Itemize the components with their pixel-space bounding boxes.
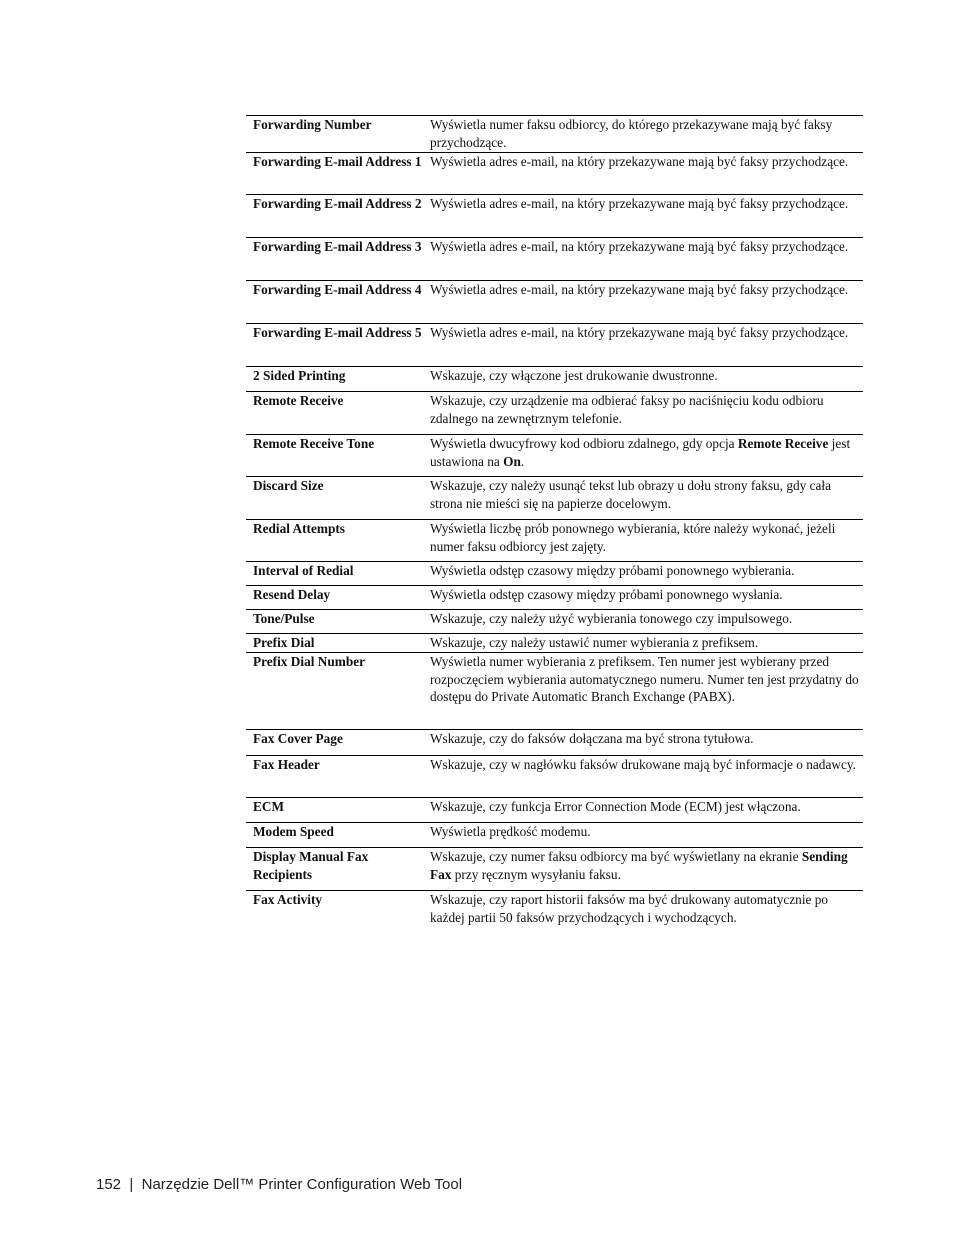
setting-name: Forwarding E-mail Address 3 [246,238,430,281]
table-row [246,823,863,848]
setting-description: Wyświetla adres e-mail, na który przekazywane mają być faksy przychodzące. [430,281,863,324]
table-row [246,367,863,392]
setting-description: Wyświetla prędkość modemu. [430,823,863,848]
settings-table [246,115,863,935]
table-row [246,653,863,730]
description-text: przy ręcznym wysyłaniu faksu. [451,866,621,882]
setting-description: Wyświetla numer wybierania z prefiksem. Ten numer jest wybierany przed rozpoczęciem wybierania automatycznego numeru. Numer ten jest przydatny do dostępu do Private Automatic Branch Exchange (PABX). [430,653,863,730]
table-row [246,634,863,653]
setting-name: Remote Receive [246,392,430,435]
table-row [246,756,863,798]
option-value: On [503,453,521,469]
setting-name: Forwarding Number [246,116,430,153]
setting-name: Discard Size [246,477,430,520]
table-row [246,324,863,367]
table-row [246,116,863,153]
page-number: 152 [96,1176,122,1193]
table-row [246,195,863,238]
setting-name: Resend Delay [246,586,430,610]
option-name: Remote Receive [737,436,829,451]
description-text: Wskazuje, czy numer faksu odbiorcy ma być wyświetlany na ekranie [430,849,802,864]
table-row [246,730,863,756]
description-text: jest ustawiona na [430,436,851,469]
footer-title: Narzędzie Dell™ Printer Configuration Web Tool [141,1176,463,1193]
setting-name: Forwarding E-mail Address 5 [246,324,430,367]
setting-description: Wskazuje, czy do faksów dołączana ma być strona tytułowa. [430,730,863,756]
footer-separator: | [129,1176,134,1193]
setting-name: Redial Attempts [246,520,430,562]
setting-description: Wskazuje, czy włączone jest drukowanie dwustronne. [430,367,863,392]
setting-description: Wskazuje, czy należy ustawić numer wybierania z prefiksem. [430,634,863,653]
table-row [246,477,863,520]
setting-description: Wskazuje, czy raport historii faksów ma być drukowany automatycznie po każdej partii 50 faksów przychodzących i wychodzących. [430,892,829,925]
table-row [246,281,863,324]
setting-name: Forwarding E-mail Address 1 [246,153,430,195]
table-row [246,435,863,477]
table-row [246,562,863,586]
table-row [246,848,863,891]
description-text: . [520,453,525,469]
setting-description: Wyświetla adres e-mail, na który przekazywane mają być faksy przychodzące. [430,153,863,195]
setting-name: Remote Receive Tone [246,435,430,477]
setting-description [430,435,863,477]
setting-description: Wskazuje, czy należy użyć wybierania tonowego czy impulsowego. [430,610,863,634]
setting-description: Wskazuje, czy urządzenie ma odbierać faksy po naciśnięciu kodu odbioru zdalnego na zewnętrznym telefonie. [430,392,863,435]
table-row [246,392,863,435]
page-footer [96,1176,462,1193]
table-row [246,610,863,634]
setting-name: 2 Sided Printing [246,367,430,392]
setting-description: Wskazuje, czy funkcja Error Connection Mode (ECM) jest włączona. [430,798,863,823]
setting-name: ECM [246,798,430,823]
setting-description: Wyświetla adres e-mail, na który przekazywane mają być faksy przychodzące. [430,195,863,238]
setting-name: Interval of Redial [246,562,430,586]
table-row [246,153,863,195]
setting-name: Fax Header [246,756,430,798]
setting-name: Forwarding E-mail Address 4 [246,281,430,324]
description-text: Wyświetla dwucyfrowy kod odbioru zdalnego, gdy opcja [430,436,738,451]
setting-name: Prefix Dial [246,634,430,653]
table-row [246,891,863,935]
setting-description [430,848,863,891]
setting-description: Wyświetla adres e-mail, na który przekazywane mają być faksy przychodzące. [430,238,863,281]
setting-name: Tone/Pulse [246,610,430,634]
setting-description: Wskazuje, czy należy usunąć tekst lub obrazy u dołu strony faksu, gdy cała strona nie mieści się na papierze docelowym. [430,477,863,520]
setting-description: Wyświetla adres e-mail, na który przekazywane mają być faksy przychodzące. [430,324,863,367]
setting-name: Fax Cover Page [246,730,430,756]
setting-name: Forwarding E-mail Address 2 [246,195,430,238]
screen-name: Sending Fax [430,849,848,882]
table-row [246,520,863,562]
setting-description: Wyświetla liczbę prób ponownego wybierania, które należy wykonać, jeżeli numer faksu odbiorcy jest zajęty. [430,520,863,562]
table-row [246,798,863,823]
table-row [246,238,863,281]
setting-name: Display Manual Fax Recipients [246,848,430,891]
setting-description: Wskazuje, czy w nagłówku faksów drukowane mają być informacje o nadawcy. [430,756,863,798]
setting-name: Modem Speed [246,823,430,848]
setting-description: Wyświetla numer faksu odbiorcy, do którego przekazywane mają być faksy przychodzące. [430,116,863,153]
setting-name: Prefix Dial Number [246,653,430,730]
table-row [246,586,863,610]
setting-name: Fax Activity [253,892,323,907]
setting-description: Wyświetla odstęp czasowy między próbami ponownego wybierania. [430,562,863,586]
setting-description: Wyświetla odstęp czasowy między próbami ponownego wysłania. [430,586,863,610]
